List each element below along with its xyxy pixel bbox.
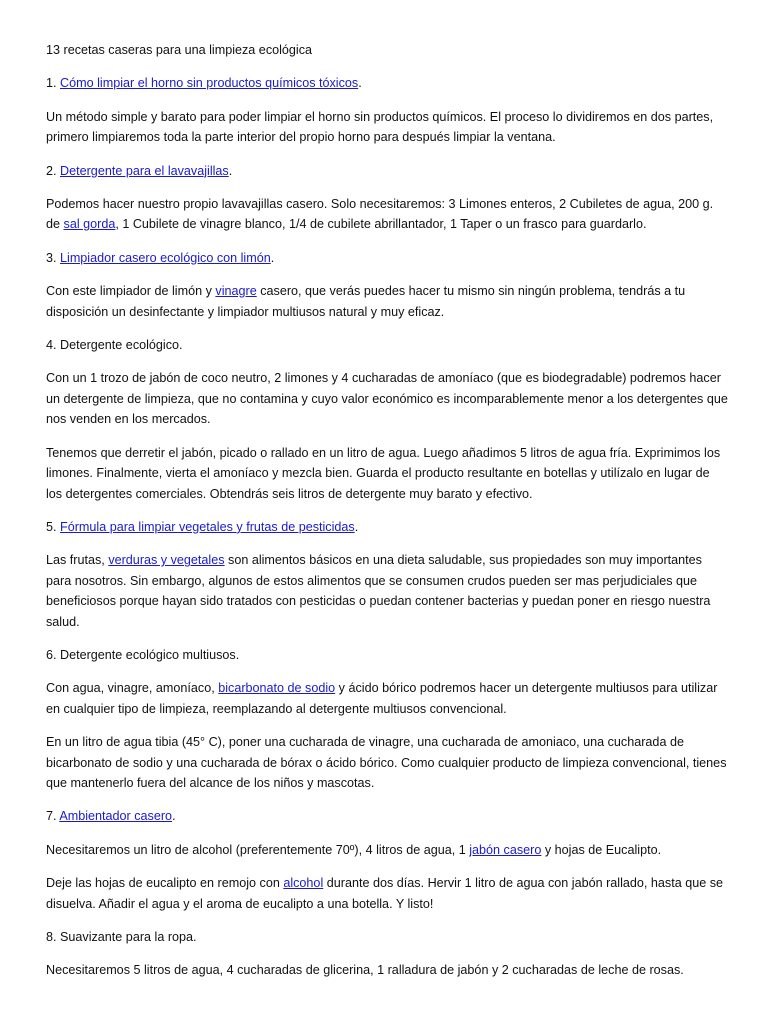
section-1-heading: 1. Cómo limpiar el horno sin productos químicos tóxicos. — [46, 76, 362, 91]
section-1-link[interactable]: Cómo limpiar el horno sin productos químicos tóxicos — [60, 76, 359, 91]
section-4-body: Con un 1 trozo de jabón de coco neutro, 2 limones y 4 cucharadas de amoníaco (que es biodegradable) podremos hacer un detergente de limpieza, que no contamina y cuyo valor económico es incomparablemente menor a los detergentes que nos venden en los mercados. — [46, 371, 728, 427]
sal-gorda-link[interactable]: sal gorda — [63, 217, 116, 232]
section-5-number: 5. — [46, 519, 61, 534]
section-8-heading: 8. Suavizante para la ropa. — [46, 930, 197, 944]
section-3-body: Con este limpiador de limón y vinagre casero, que verás puedes hacer tu mismo sin ningún problema, tendrás a tu disposición un desinfectante y limpiador multiusos natural y muy eficaz. — [46, 284, 686, 319]
section-3-link[interactable]: Limpiador casero ecológico con limón — [60, 250, 271, 265]
section-4-body-2: Tenemos que derretir el jabón, picado o rallado en un litro de agua. Luego añadimos 5 litros de agua fría. Exprimimos los limones. Finalmente, vierta el amoníaco y mezcla bien. Guarda el producto resultante en botellas y utilízalo en lugar de los detergentes comerciales. Obtendrás seis litros de detergente muy barato y efectivo. — [46, 445, 721, 501]
section-6-body: Con agua, vinagre, amoníaco, bicarbonato de sodio y ácido bórico podremos hacer un detergente multiusos para utilizar en cualquier tipo de limpieza, reemplazando al detergente multiusos convencional. — [46, 681, 718, 716]
verduras-y-vegetales-link[interactable]: verduras y vegetales — [108, 553, 225, 568]
section-1-number: 1. — [46, 76, 61, 91]
section-7-number: 7. — [46, 809, 60, 824]
section-2-link[interactable]: Detergente para el lavavajillas — [60, 163, 229, 178]
section-1-body: Un método simple y barato para poder limpiar el horno sin productos químicos. El proceso lo dividiremos en dos partes, primero limpiaremos toda la parte interior del propio horno para después limpiar la ventana. — [46, 109, 714, 145]
vinagre-link[interactable]: vinagre — [215, 284, 257, 299]
section-2-body: Podemos hacer nuestro propio lavavajillas casero. Solo necesitaremos: 3 Limones enteros, 2 Cubiletes de agua, 200 g. de sal gorda, 1 Cubilete de vinagre blanco, 1/4 de cubilete abrillantador, 1 Taper o un frasco para guardarlo. — [46, 197, 714, 232]
section-7-body-2: Deje las hojas de eucalipto en remojo con alcohol durante dos días. Hervir 1 litro de agua con jabón rallado, hasta que se disuelva. Añadir el agua y el aroma de eucalipto a una botella. Y listo! — [46, 876, 724, 911]
section-5-body: Las frutas, verduras y vegetales son alimentos básicos en una dieta saludable, sus propiedades son muy importantes para nosotros. Sin embargo, algunos de estos alimentos que se consumen crudos pueden ser mas perjudiciales que beneficiosos porque hayan sido tratados con pesticidas o puedan contener bacterias y puedan poner en riesgo nuestra salud. — [46, 553, 711, 629]
document-page — [46, 40, 728, 994]
section-7-body: Necesitaremos un litro de alcohol (preferentemente 70º), 4 litros de agua, 1 jabón casero y hojas de Eucalipto. — [46, 842, 662, 857]
bicarbonato-de-sodio-link[interactable]: bicarbonato de sodio — [218, 681, 336, 696]
section-3-number: 3. — [46, 250, 61, 265]
section-5-link[interactable]: Fórmula para limpiar vegetales y frutas de pesticidas — [60, 519, 355, 534]
section-8-body: Necesitaremos 5 litros de agua, 4 cucharadas de glicerina, 1 ralladura de jabón y 2 cucharadas de leche de rosas. — [46, 963, 684, 978]
section-7-link[interactable]: Ambientador casero — [59, 809, 173, 824]
section-6-heading: 6. Detergente ecológico multiusos. — [46, 647, 240, 662]
section-3-heading: 3. Limpiador casero ecológico con limón. — [46, 250, 275, 265]
alcohol-link[interactable]: alcohol — [283, 876, 324, 891]
section-5-heading: 5. Fórmula para limpiar vegetales y frutas de pesticidas. — [46, 519, 359, 534]
section-7-heading: 7. Ambientador casero. — [46, 809, 176, 824]
section-6-body-2: En un litro de agua tibia (45° C), poner una cucharada de vinagre, una cucharada de amoniaco, una cucharada de bicarbonato de sodio y una cucharada de bórax o ácido bórico. Como cualquier producto de limpieza convencional, tienes que mantenerlo fuera del alcance de los niños y mascotas. — [46, 735, 727, 790]
document-title: 13 recetas caseras para una limpieza ecológica — [46, 43, 313, 57]
section-2-number: 2. — [46, 163, 61, 178]
section-2-heading: 2. Detergente para el lavavajillas. — [46, 163, 233, 178]
section-4-heading: 4. Detergente ecológico. — [46, 338, 183, 353]
jabon-casero-link[interactable]: jabón casero — [469, 842, 542, 857]
